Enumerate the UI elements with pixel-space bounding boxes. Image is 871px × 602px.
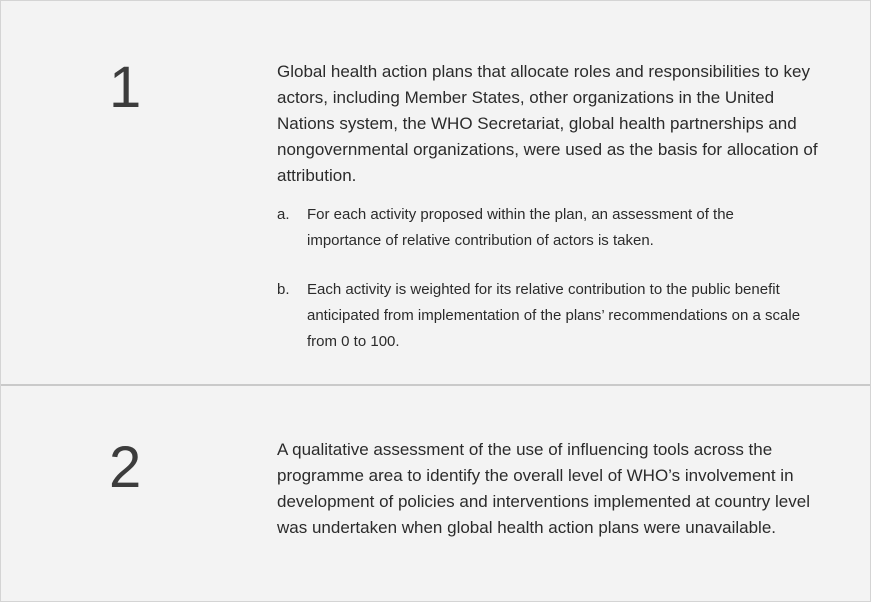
step-description: A qualitative assessment of the use of influencing tools across the programme area to identify the overall level of WHO’s involvement in development of policies and interventions implemented at country level was undertaken when global health action plans were unavailable.	[277, 440, 810, 537]
sub-item-marker: a.	[277, 206, 290, 223]
sub-item-text: Each activity is weighted for its relative contribution to the public benefit anticipated from implementation of the plans’ recommendations on a scale from 0 to 100.	[307, 281, 801, 350]
step-number: 2	[109, 435, 142, 500]
sub-item-text: For each activity proposed within the plan, an assessment of the importance of relative contribution of actors is taken.	[307, 206, 734, 249]
step-number: 1	[109, 55, 142, 120]
step-section-1	[1, 1, 870, 385]
sub-item-marker: b.	[277, 281, 290, 298]
step-description: Global health action plans that allocate roles and responsibilities to key actors, including Member States, other organizations in the United Nations system, the WHO Secretariat, global health partnerships and nongovernmental organizations, were used as the basis for allocation of attribution.	[277, 62, 818, 185]
section-divider	[1, 384, 870, 386]
step-section-2	[1, 387, 870, 601]
